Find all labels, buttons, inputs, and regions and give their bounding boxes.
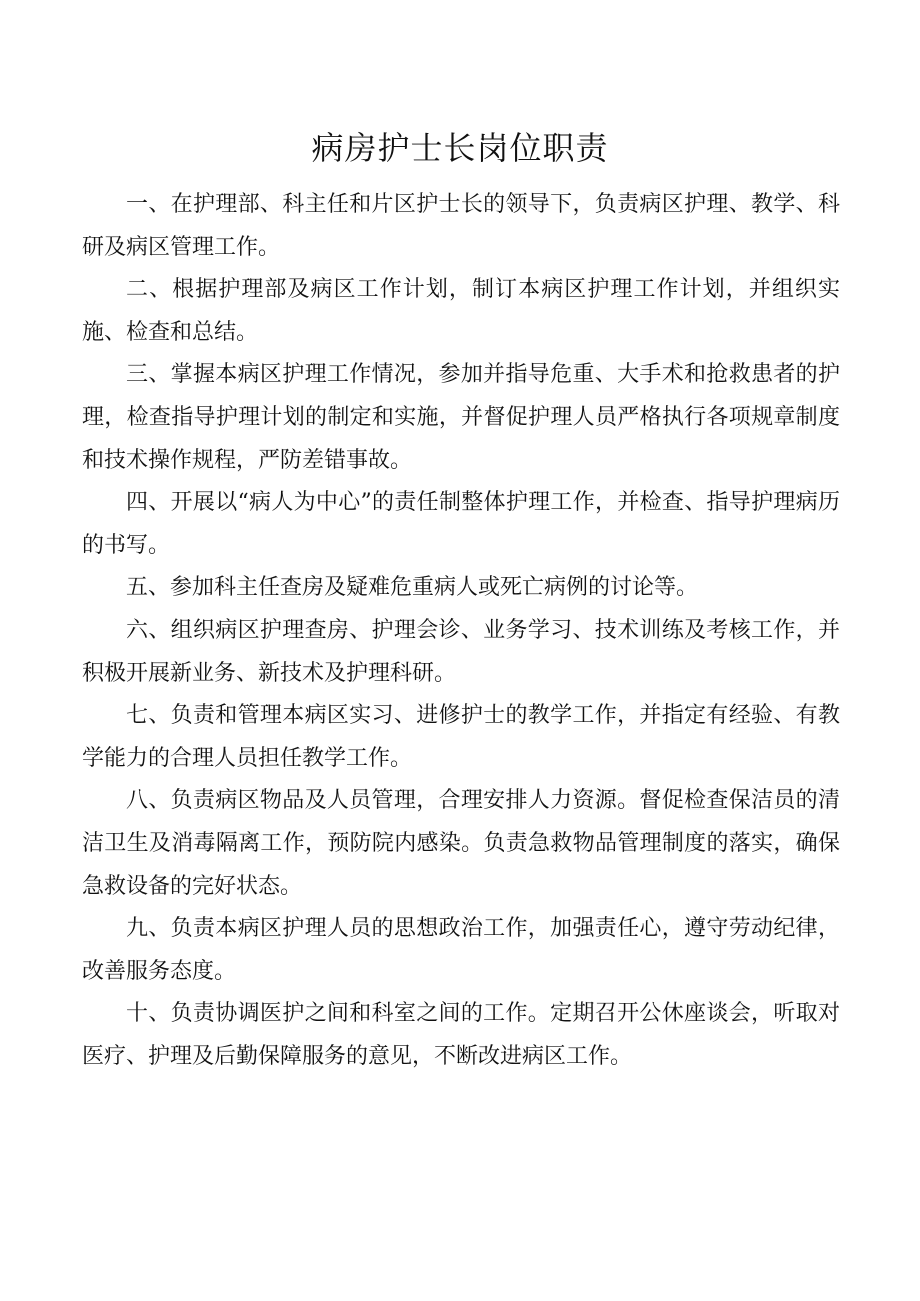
document-body [82, 184, 840, 1078]
duty-paragraph-4: 四、开展以“病人为中心”的责任制整体护理工作，并检查、指导护理病历的书写。 [82, 490, 840, 558]
duty-paragraph-9: 九、负责本病区护理人员的思想政治工作，加强责任心，遵守劳动纪律，改善服务态度。 [82, 916, 840, 984]
duty-paragraph-6: 六、组织病区护理查房、护理会诊、业务学习、技术训练及考核工作，并积极开展新业务、新技术及护理科研。 [82, 617, 840, 686]
duty-paragraph-1: 一、在护理部、科主任和片区护士长的领导下，负责病区护理、教学、科研及病区管理工作。 [82, 192, 840, 260]
duty-paragraph-5: 五、参加科主任查房及疑难危重病人或死亡病例的讨论等。 [126, 575, 699, 601]
duty-paragraph-8: 八、负责病区物品及人员管理，合理安排人力资源。督促检查保洁员的清洁卫生及消毒隔离工作，预防院内感染。负责急救物品管理制度的落实，确保急救设备的完好状态。 [82, 788, 840, 899]
duty-paragraph-2: 二、根据护理部及病区工作计划，制订本病区护理工作计划，并组织实施、检查和总结。 [82, 277, 840, 345]
document-title: 病房护士长岗位职责 [311, 129, 609, 167]
duty-paragraph-10: 十、负责协调医护之间和科室之间的工作。定期召开公休座谈会，听取对医疗、护理及后勤保障服务的意见，不断改进病区工作。 [82, 1001, 840, 1069]
duty-paragraph-3: 三、掌握本病区护理工作情况，参加并指导危重、大手术和抢救患者的护理，检查指导护理计划的制定和实施，并督促护理人员严格执行各项规章制度和技术操作规程，严防差错事故。 [82, 362, 840, 473]
duty-paragraph-7: 七、负责和管理本病区实习、进修护士的教学工作，并指定有经验、有教学能力的合理人员担任教学工作。 [82, 703, 840, 771]
